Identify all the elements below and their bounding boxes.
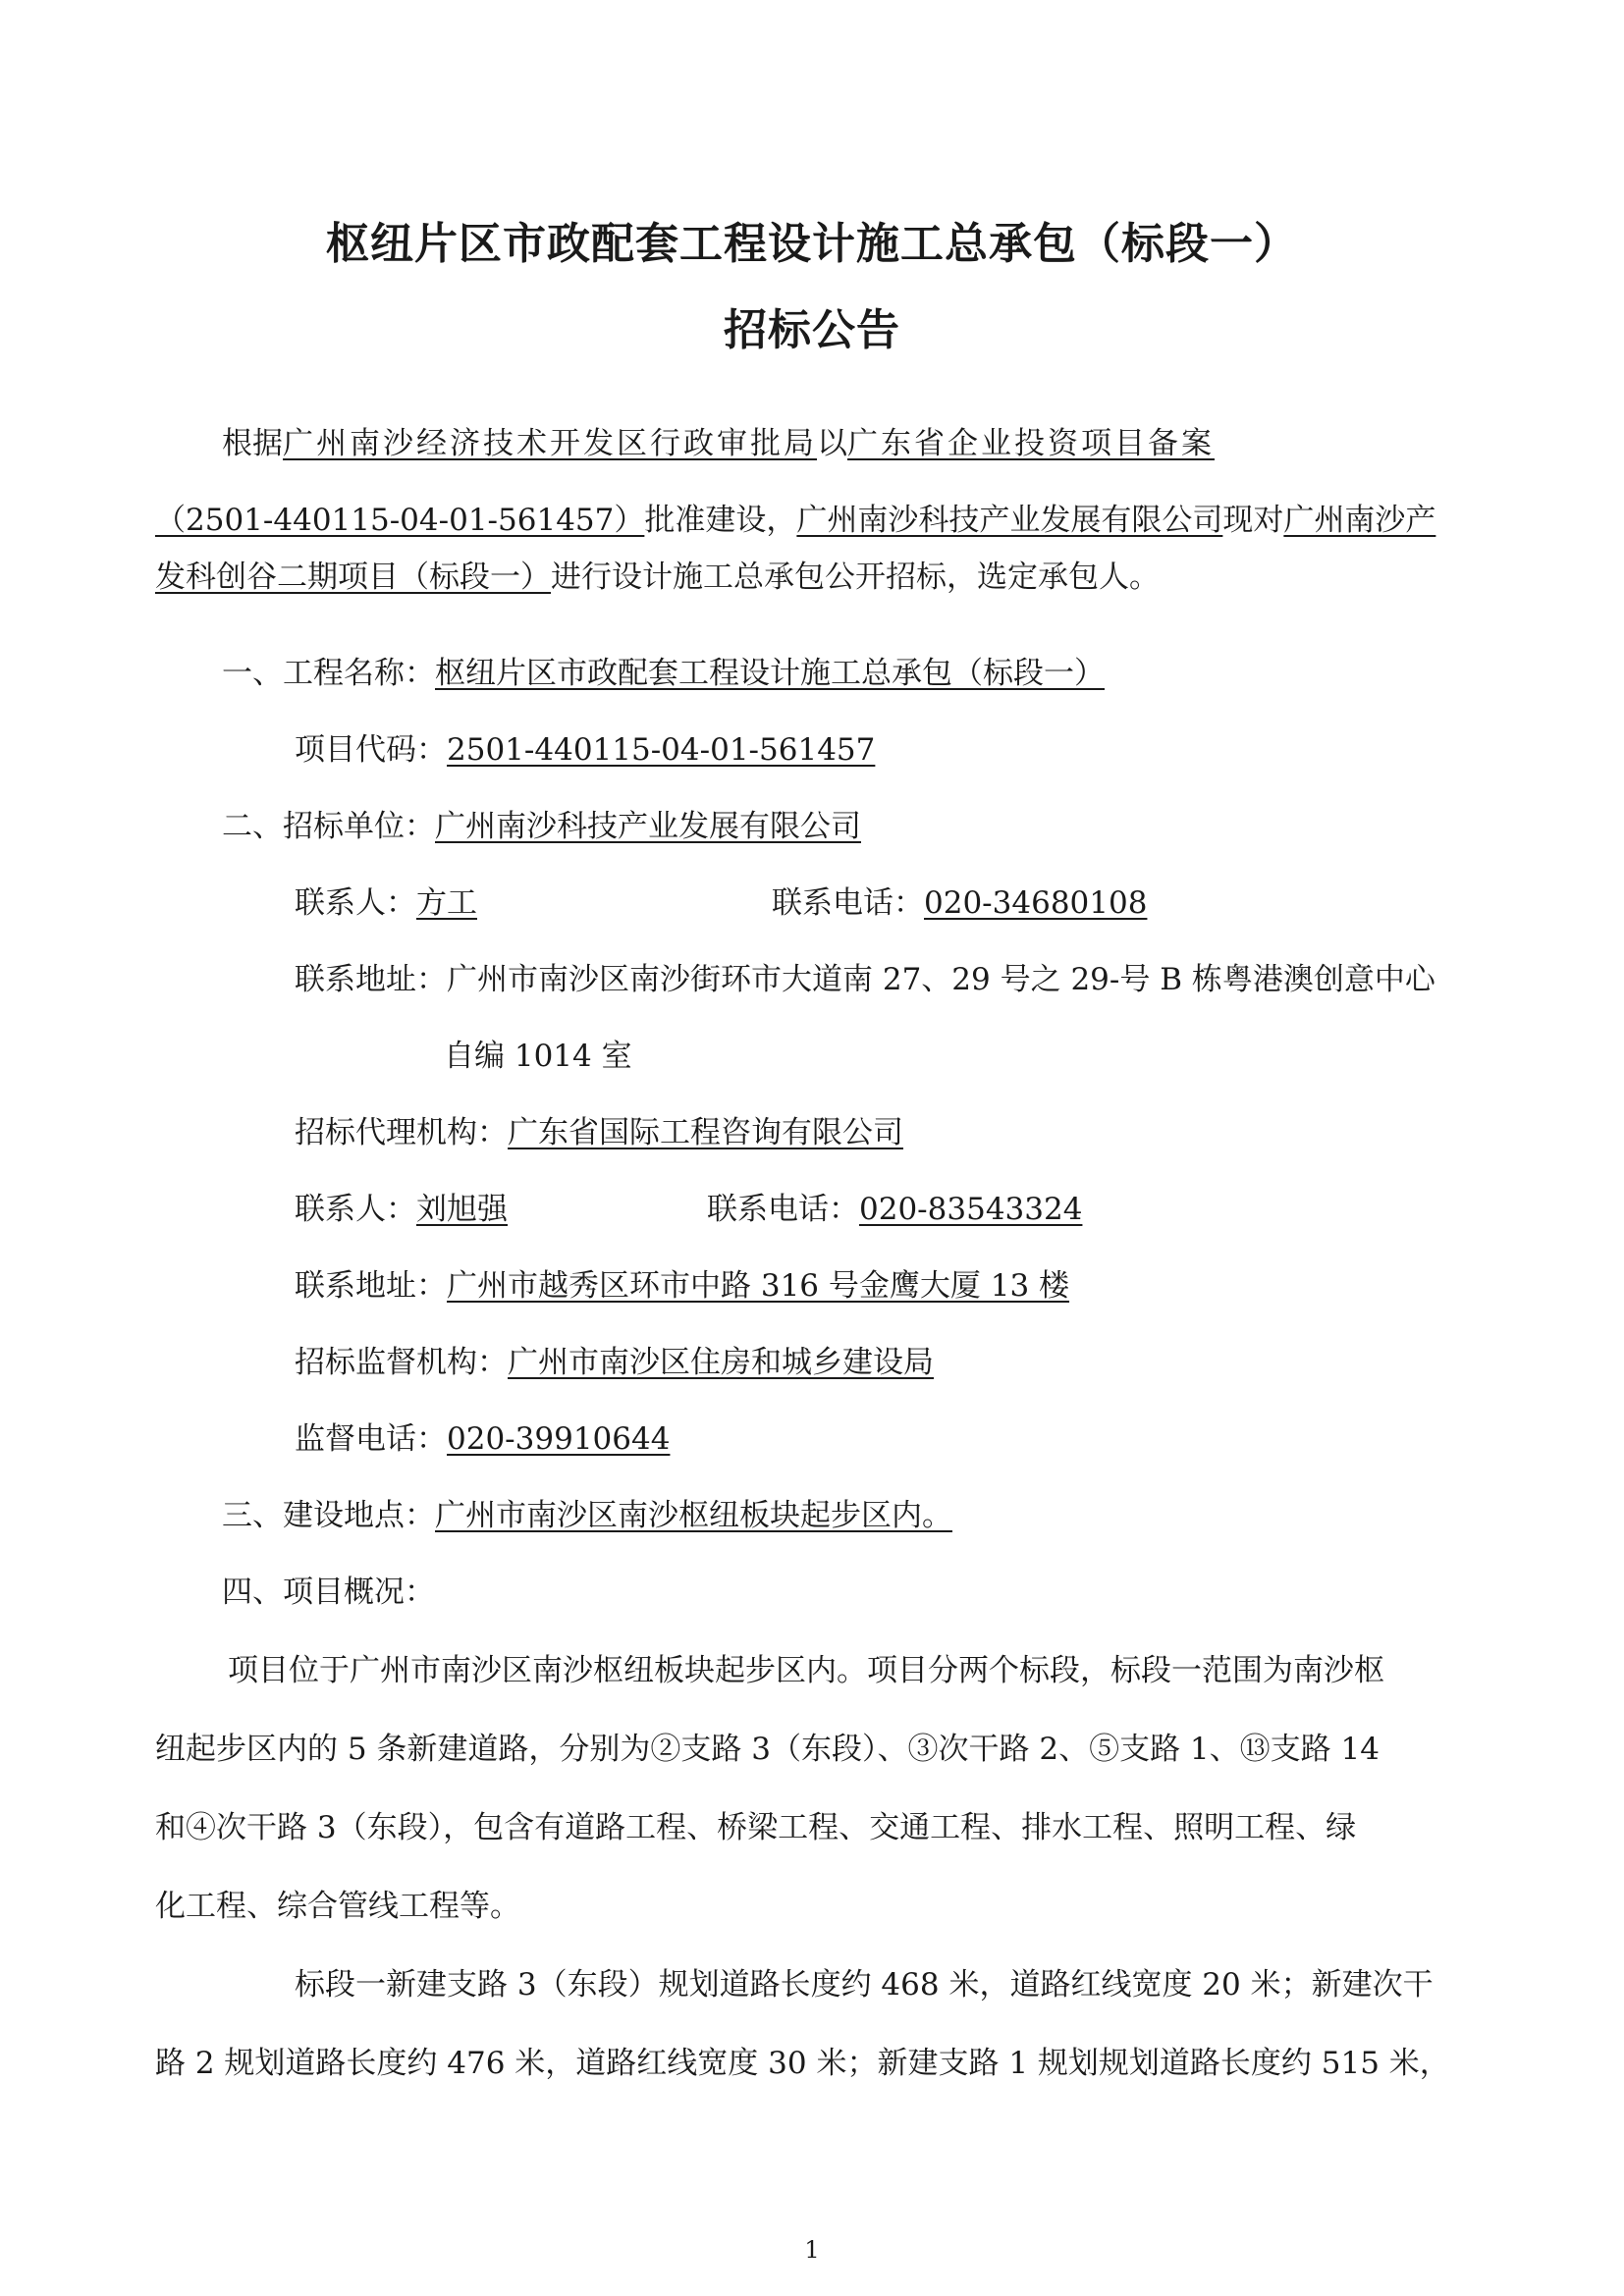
address-value: 广州市南沙区南沙街环市大道南 27、29 号之 29-号 B 栋粤港澳创意中心 (447, 962, 1435, 997)
agency-phone-line (707, 1190, 1082, 1229)
phone-value: 020-34680108 (924, 885, 1148, 921)
overview-line-1: 项目位于广州市南沙区南沙枢纽板块起步区内。项目分两个标段，标段一范围为南沙枢 (228, 1653, 1384, 1688)
tenderer-contact-line (295, 883, 477, 923)
page-number: 1 (804, 2236, 820, 2264)
document-subtitle: 招标公告 (724, 305, 900, 355)
intro-line-3 (155, 558, 1160, 597)
address-value-cont: 自编 1014 室 (444, 1039, 632, 1074)
agency-phone-value: 020-83543324 (859, 1192, 1083, 1227)
agency-phone-label: 联系电话： (707, 1192, 859, 1227)
agency-value: 广东省国际工程咨询有限公司 (508, 1115, 903, 1150)
supervisor-label: 招标监督机构： (295, 1345, 508, 1380)
project-code-label: 项目代码： (295, 732, 447, 768)
contact-value: 方工 (416, 885, 477, 921)
document-title: 枢纽片区市政配套工程设计施工总承包（标段一） (326, 219, 1298, 269)
project-code-line (295, 730, 875, 770)
section-2-label: 二、招标单位： (222, 809, 435, 844)
supervisor-phone-value: 020-39910644 (447, 1421, 671, 1457)
approver-name: 广州南沙经济技术开发区行政审批局 (283, 426, 817, 461)
overview-line-3: 和④次干路 3（东段），包含有道路工程、桥梁工程、交通工程、排水工程、照明工程、绿 (155, 1810, 1357, 1845)
intro-text: 根据 (222, 426, 283, 461)
section-1-label: 一、工程名称： (222, 656, 435, 691)
agency-contact-value: 刘旭强 (416, 1192, 508, 1227)
tenderer-phone-line (772, 883, 1147, 923)
intro-text: 以 (817, 426, 847, 461)
section-2-line (222, 807, 861, 846)
supervisor-line (295, 1343, 934, 1382)
intro-line-1 (222, 424, 1215, 463)
section-3-label: 三、建设地点： (222, 1498, 435, 1533)
tenderer-value: 广州南沙科技产业发展有限公司 (435, 809, 861, 844)
project-code-value: 2501-440115-04-01-561457 (447, 732, 876, 768)
overview-line-5: 标段一新建支路 3（东段）规划道路长度约 468 米，道路红线宽度 20 米；新建次干 (295, 1967, 1434, 2002)
tenderer-address-line (295, 960, 1435, 999)
section-3-line (222, 1496, 952, 1535)
section-4-label: 四、项目概况： (222, 1575, 435, 1610)
project-title-value: 枢纽片区市政配套工程设计施工总承包（标段一） (435, 656, 1105, 691)
agency-contact-label: 联系人： (295, 1192, 416, 1227)
intro-text: 进行设计施工总承包公开招标，选定承包人。 (551, 560, 1160, 595)
section-1-line (222, 654, 1105, 693)
overview-line-4: 化工程、综合管线工程等。 (155, 1889, 520, 1924)
phone-label: 联系电话： (772, 885, 924, 921)
supervisor-phone-line (295, 1419, 670, 1459)
agency-address-value: 广州市越秀区环市中路 316 号金鹰大厦 13 楼 (447, 1268, 1070, 1304)
agency-contact-line (295, 1190, 508, 1229)
filing-name: 广东省企业投资项目备案 (847, 426, 1215, 461)
tenderer-address-line-2 (444, 1037, 632, 1076)
agency-label: 招标代理机构： (295, 1115, 508, 1150)
tenderer-name: 广州南沙科技产业发展有限公司 (796, 503, 1223, 538)
supervisor-phone-label: 监督电话： (295, 1421, 447, 1457)
intro-line-2 (155, 501, 1435, 540)
address-label: 联系地址： (295, 962, 447, 997)
agency-address-label: 联系地址： (295, 1268, 447, 1304)
project-name-part1: 广州南沙产 (1283, 503, 1436, 538)
supervisor-value: 广州市南沙区住房和城乡建设局 (508, 1345, 934, 1380)
agency-line (295, 1113, 903, 1152)
intro-text: 现对 (1222, 503, 1284, 538)
agency-address-line (295, 1266, 1069, 1306)
location-value: 广州市南沙区南沙枢纽板块起步区内。 (435, 1498, 952, 1533)
overview-line-6: 路 2 规划道路长度约 476 米，道路红线宽度 30 米；新建支路 1 规划规划道路长度约 515 米， (155, 2046, 1450, 2081)
intro-text: 批准建设， (644, 503, 797, 538)
contact-label: 联系人： (295, 885, 416, 921)
project-name-part2: 发科创谷二期项目（标段一） (155, 560, 551, 595)
project-code-inline: （2501-440115-04-01-561457） (155, 503, 645, 538)
overview-line-2: 纽起步区内的 5 条新建道路，分别为②支路 3（东段）、③次干路 2、⑤支路 1、⑬支路 14 (155, 1732, 1380, 1767)
